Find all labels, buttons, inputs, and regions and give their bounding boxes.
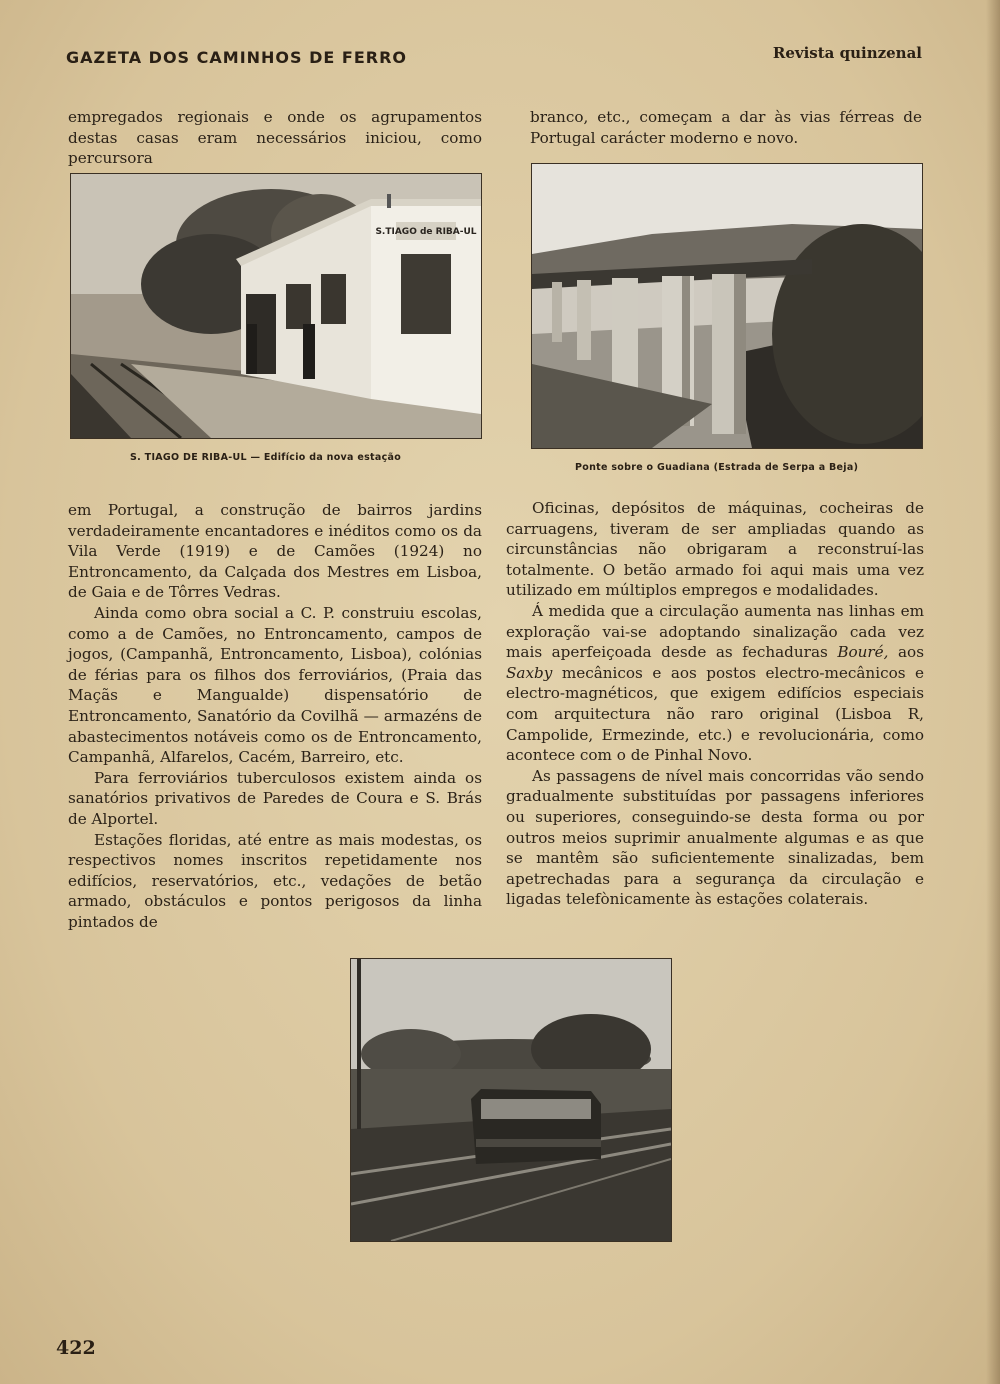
paragraph: Estações floridas, até entre as mais modestas, os respectivos nomes inscritos repetidamente nos edifícios, reservatórios, etc., vedações de betão armado, obstáculos e pontos perigosos da linha pintados de xyxy=(68,830,482,931)
paragraph: Oficinas, depósitos de máquinas, cocheiras de carruagens, tiveram de ser ampliadas quando as circunstâncias não obrigaram a reconstruí-las totalmente. O betão armado foi aqui mais uma vez utilizado em múltiplos empregos e modalidades. xyxy=(506,499,924,600)
text-run: mecânicos e aos postos electro-mecânicos e electro-magnéticos, que exigem edifícios especiais com arquitectura não raro original (Lisboa R, Campolide, Ermezinde, etc.) e revolucionária, como acontece com o de Pinhal Novo. xyxy=(506,663,924,765)
column-left-top xyxy=(68,107,482,169)
railcar-photo xyxy=(350,958,672,1242)
station-sign: S.TIAGO de RIBA-UL xyxy=(375,227,477,237)
column-right-top xyxy=(530,107,922,148)
bridge-photo-caption: Ponte sobre o Guadiana (Estrada de Serpa a Beja) xyxy=(575,462,859,473)
text-run-italic: Bouré, xyxy=(837,643,889,662)
station-photo-caption: S. TIAGO DE RIBA-UL — Edifício da nova estação xyxy=(130,452,402,463)
column-left-bottom xyxy=(68,500,482,932)
page-edge-shadow xyxy=(986,0,1000,1384)
text-run-italic: Saxby xyxy=(506,663,553,682)
station-building-photo xyxy=(70,173,482,439)
paragraph: Ainda como obra social a C. P. construiu escolas, como a de Camões, no Entroncamento, campos de jogos, (Campanhã, Entroncamento, Lisboa), colónias de férias para os filhos dos ferroviários, (Praia das Maçãs e Mangualde) dispensatório de Entroncamento, Sanatório da Covilhã — armazéns de abastecimentos notáveis como os de Entroncamento, Campanhã, Alfarelos, Cacém, Barreiro, etc. xyxy=(68,603,482,767)
journal-subtitle: Revista quinzenal xyxy=(772,44,922,62)
column-right-bottom xyxy=(506,498,924,910)
paragraph: empregados regionais e onde os agrupamentos destas casas eram necessários iniciou, como percursora xyxy=(68,108,482,168)
text-run: aos xyxy=(888,643,924,662)
paragraph xyxy=(506,601,924,766)
paragraph: em Portugal, a construção de bairros jardins verdadeiramente encantadores e inéditos como os da Vila Verde (1919) e de Camões (1924) no Entroncamento, da Calçada dos Mestres em Lisboa, de Gaia e de Tôrres Vedras. xyxy=(68,501,482,602)
railway-bridge-photo xyxy=(531,163,923,449)
paragraph: branco, etc., começam a dar às vias férreas de Portugal carácter moderno e novo. xyxy=(530,108,922,147)
text-run: Á medida que a circulação aumenta nas linhas em exploração vai-se adoptando sinalização cada vez mais aperfeiçoada desde as fechaduras xyxy=(506,601,924,662)
page-number: 422 xyxy=(56,1337,96,1359)
paragraph: As passagens de nível mais concorridas vão sendo gradualmente substituídas por passagens inferiores ou superiores, conseguindo-se desta forma ou por outros meios suprimir anualmente algumas e as que se mantêm são suficientemente sinalizadas, bem apetrechadas para a segurança da circulação e ligadas telefònicamente às estações colaterais. xyxy=(506,766,924,909)
paragraph: Para ferroviários tuberculosos existem ainda os sanatórios privativos de Paredes de Coura e S. Brás de Alportel. xyxy=(68,768,482,828)
journal-title: GAZETA DOS CAMINHOS DE FERRO xyxy=(66,48,408,67)
